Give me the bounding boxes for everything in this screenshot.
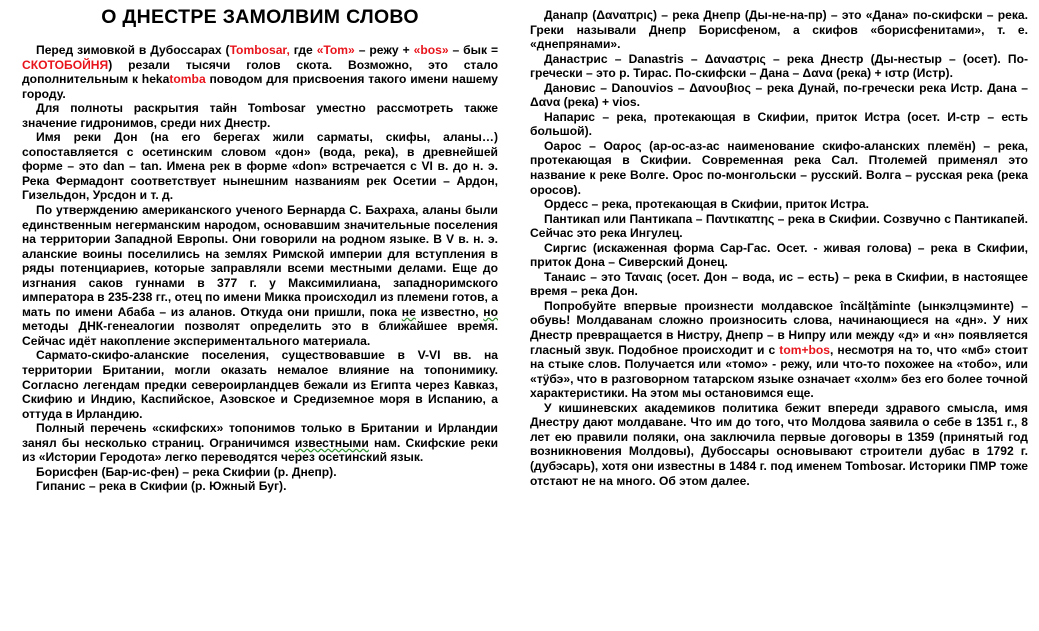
text-run: – бык = [448,43,499,57]
paragraph [530,81,1028,110]
text-run: Попробуйте впервые произнести молдавское încălțăminte (ынкэлцэминте) – обувь! Молдаванам сложно произносить слова, начинающиеся на «дн». У них Днестр превращается в Нистру, Днепр – в Нипру или между «д» и «н» появляется гласный звук. Подобное происходит и с [530,298,1028,357]
paragraph [22,101,498,130]
text-run: Сиргис (искаженная форма Сар-Гас. Осет. - живая голова) – река в Скифии, приток Дона – Сиверский Донец. [530,240,1028,270]
text-run: Напарис – река, протекающая в Скифии, приток Истра (осет. И-стр – есть большой). [530,109,1028,139]
text-run: Танаис – это Ταναις (осет. Дон – вода, ис – есть) – река в Скифии, в настоящее время – река Дон. [530,269,1028,299]
paragraph [530,8,1028,52]
text-run: Борисфен (Бар-ис-фен) – река Скифии (р. Днепр). [36,464,337,479]
highlighted-text: СКОТОБОЙНЯ [22,57,109,72]
text-run: Перед зимовкой в Дубоссарах ( [36,43,230,57]
paragraph [530,299,1028,401]
underlined-text: но [483,304,498,319]
highlighted-text: Tombosar, [229,43,290,57]
text-run: Гипанис – река в Скифии (р. Южный Буг). [36,479,287,494]
paragraph [530,212,1028,241]
text-run: , несмотря на то, что «мб» стоит на стыке слов. Получается или «томо» - режу, или что-то похожее на «тобо», или «тÿбэ», что в разговорном татарском языке означает «холм» без его более точной характеристики. На этом мы остановимся еще. [530,342,1028,401]
paragraph [22,465,498,480]
text-run: Ордесс – река, протекающая в Скифии, приток Истра. [544,197,869,212]
highlighted-text: tomba [169,72,206,87]
text-run: ) резали тысячи голов скота. Возможно, это стало дополнительным к heka [22,57,498,87]
paragraph [22,130,498,203]
paragraph [22,421,498,465]
left-column [22,0,498,494]
text-run: нам. Скифские реки из «Истории Геродота» легко переводятся через осетинский язык. [22,435,498,465]
paragraph [22,348,498,421]
highlighted-text: tom+bos [779,342,831,357]
paragraph [22,203,498,348]
underlined-text: не [401,304,416,319]
text-run: У кишиневских академиков политика бежит впереди здравого смысла, имя Днестру дают молдаване. Что им до того, что Молдова заявила о себе в 1351 г., 8 лет ею правили поляки, она заключила первые договоры в 1359 (принятый год возникновения Молдовы), Дубоссары основывают строители дубас в 1792 г. (дубэсарь), хотя они известны в 1484 г. под именем Tombosar. Историки ПМР тоже отстают не на много. Об этом далее. [530,400,1028,488]
left-column-body [22,43,498,494]
paragraph [530,139,1028,197]
text-run: Имя реки Дон (на его берегах жили сарматы, скифы, аланы…) сопоставляется с осетинским словом «дон» (вода, река), в древнейшей форме – это dan – tan. Имена рек в форме «don» встречается с VI в. до н. э. Река Фермадонт соответствует нынешним названиям рек Осетии – Ардон, Гизельдон, Урсдон и т. д. [22,130,498,203]
paragraph [530,197,1028,212]
text-run: Оарос – Οαρος (ар-ос-аз-ас наименование скифо-аланских племён) – река, протекающая в Скифии. Современная река Сал. Птолемей применял это название к реке Волге. Орос по-монгольски – русский. Волга – русская река (река оросов). [530,138,1028,197]
text-run: известно, [415,304,484,319]
right-column-body [530,8,1028,488]
text-run: где [289,43,317,57]
text-run: Для полноты раскрытия тайн Tombosar уместно рассмотреть также значение гидронимов, среди них Днестр. [22,101,498,130]
right-column [530,8,1028,488]
underlined-text: известными [294,435,369,450]
text-run: Пантикап или Пантикапа – Παντικαπης – река в Скифии. Созвучно с Пантикапей. Сейчас это река Ингулец. [530,211,1028,241]
text-run: Полный перечень «скифских» топонимов только в Британии и Ирландии занял бы несколько страниц. Ограничимся [22,421,498,450]
highlighted-text: «bos» [413,43,449,57]
text-run: Данастрис – Danastris – Δαναστρις – река Днестр (Ды-нестыр – (осет). По-гречески – это р. Тирас. По-скифски – Дана – Δανα (река) + ιστρ (Истр). [530,51,1028,81]
text-run: Дановис – Danouvios – Δανουβιος – река Дунай, по-гречески река Истр. Дана – Δανα (река) + vios. [530,80,1028,110]
text-run: методы ДНК-генеалогии позволят определить это в ближайшее время. Сейчас идёт накопление экспериментального материала. [22,319,498,348]
text-run: – режу + [354,43,414,57]
paragraph [530,52,1028,81]
text-run: Данапр (Δαναπρις) – река Днепр (Ды-не-на-пр) – это «Дана» по-скифски – река. Греки называли Днепр Борисфеном, а скифов «борисфенитами», т. е. «днепрянами». [530,8,1028,52]
text-run: поводом для присвоения такого имени нашему городу. [22,72,499,101]
paragraph [22,43,498,101]
paragraph [22,479,498,494]
paragraph [530,241,1028,270]
paragraph [530,270,1028,299]
text-run: По утверждению американского ученого Бернарда С. Бахраха, аланы были единственным негерманским народом, основавшим значительные поселения на территории Западной Европы. Они говорили на родном языке. В V в. н. э. аланские воины поселились на землях Римской империи для вступления в ряды потенциариев, которые заправляли всеми местными делами. Еще до изгнания саков гуннами в 377 г. у Максимилиана, западноримского императора в 235-238 гг., отец по имени Микка происходил из племени готов, а мать по имени Абаба – из аланов. Откуда они пришли, пока [22,203,498,319]
paragraph [530,401,1028,488]
page-title: О ДНЕСТРЕ ЗАМОЛВИМ СЛОВО [101,6,419,28]
paragraph [530,110,1028,139]
text-run: Сармато-скифо-аланские поселения, существовавшие в V-VI вв. на территории Британии, могли оказать немалое влияние на топонимику. Согласно легендам предки североирландцев бежали из Египта через Кавказ, Скифию и Индию, Каспийское, Азовское и Средиземное моря в Испанию, а оттуда в Ирландию. [22,348,498,421]
highlighted-text: «Tom» [316,43,355,57]
